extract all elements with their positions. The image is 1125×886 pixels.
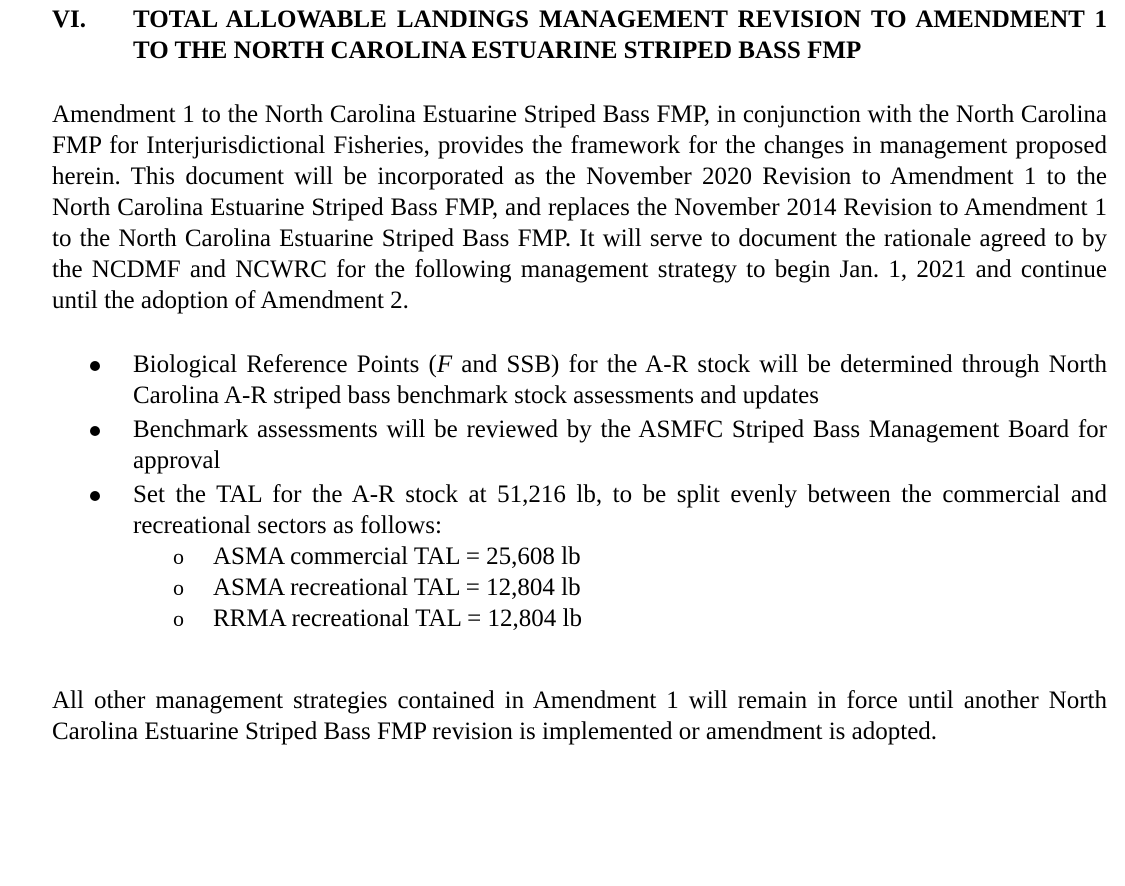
section-heading [52, 4, 1107, 66]
italic-f: F [436, 351, 453, 378]
sub-list-item [133, 603, 1107, 634]
strategy-list [52, 349, 1107, 634]
intro-paragraph: Amendment 1 to the North Carolina Estuarine Striped Bass FMP, in conjunction with the North Carolina FMP for Interjurisdictional Fisheries, provides the framework for the changes in management proposed herein. This document will be incorporated as the November 2020 Revision to Amendment 1 to the North Carolina Estuarine Striped Bass FMP, and replaces the November 2014 Revision to Amendment 1 to the North Carolina Estuarine Striped Bass FMP. It will serve to document the rationale agreed to by the NCDMF and NCWRC for the following management strategy to begin Jan. 1, 2021 and continue until the adoption of Amendment 2. [52, 101, 1107, 314]
document-page [52, 4, 1107, 747]
sub-list-item [133, 541, 1107, 572]
sub-item-text: RRMA recreational TAL = 12,804 lb [213, 605, 582, 632]
circle-bullet-icon: o [173, 575, 184, 600]
list-item [52, 349, 1107, 411]
bullet-icon [52, 349, 133, 411]
bullet-text-benchmark: Benchmark assessments will be reviewed by the ASMFC Striped Bass Management Board for approval [133, 416, 1107, 474]
closing-paragraph: All other management strategies contained in Amendment 1 will remain in force until another North Carolina Estuarine Striped Bass FMP revision is implemented or amendment is adopted. [52, 687, 1107, 745]
sub-item-text: ASMA commercial TAL = 25,608 lb [213, 543, 581, 570]
circle-bullet-icon: o [173, 544, 184, 569]
sub-list-item [133, 572, 1107, 603]
list-item [52, 414, 1107, 476]
bullet-icon [52, 414, 133, 476]
section-number: VI. [52, 6, 87, 33]
sub-item-text: ASMA recreational TAL = 12,804 lb [213, 574, 581, 601]
section-title: TOTAL ALLOWABLE LANDINGS MANAGEMENT REVISION TO AMENDMENT 1 TO THE NORTH CAROLINA ESTUARINE STRIPED BASS FMP [133, 6, 1107, 64]
bullet-text-tal: Set the TAL for the A-R stock at 51,216 lb, to be split evenly between the commercial and recreational sectors as follows: [133, 481, 1107, 539]
tal-sublist [133, 541, 1107, 634]
bullet-text-reference-points: Biological Reference Points (F and SSB) for the A-R stock will be determined through North Carolina A-R striped bass benchmark stock assessments and updates [133, 351, 1108, 409]
list-item [52, 479, 1107, 634]
circle-bullet-icon: o [173, 606, 184, 631]
bullet-icon [52, 479, 133, 634]
